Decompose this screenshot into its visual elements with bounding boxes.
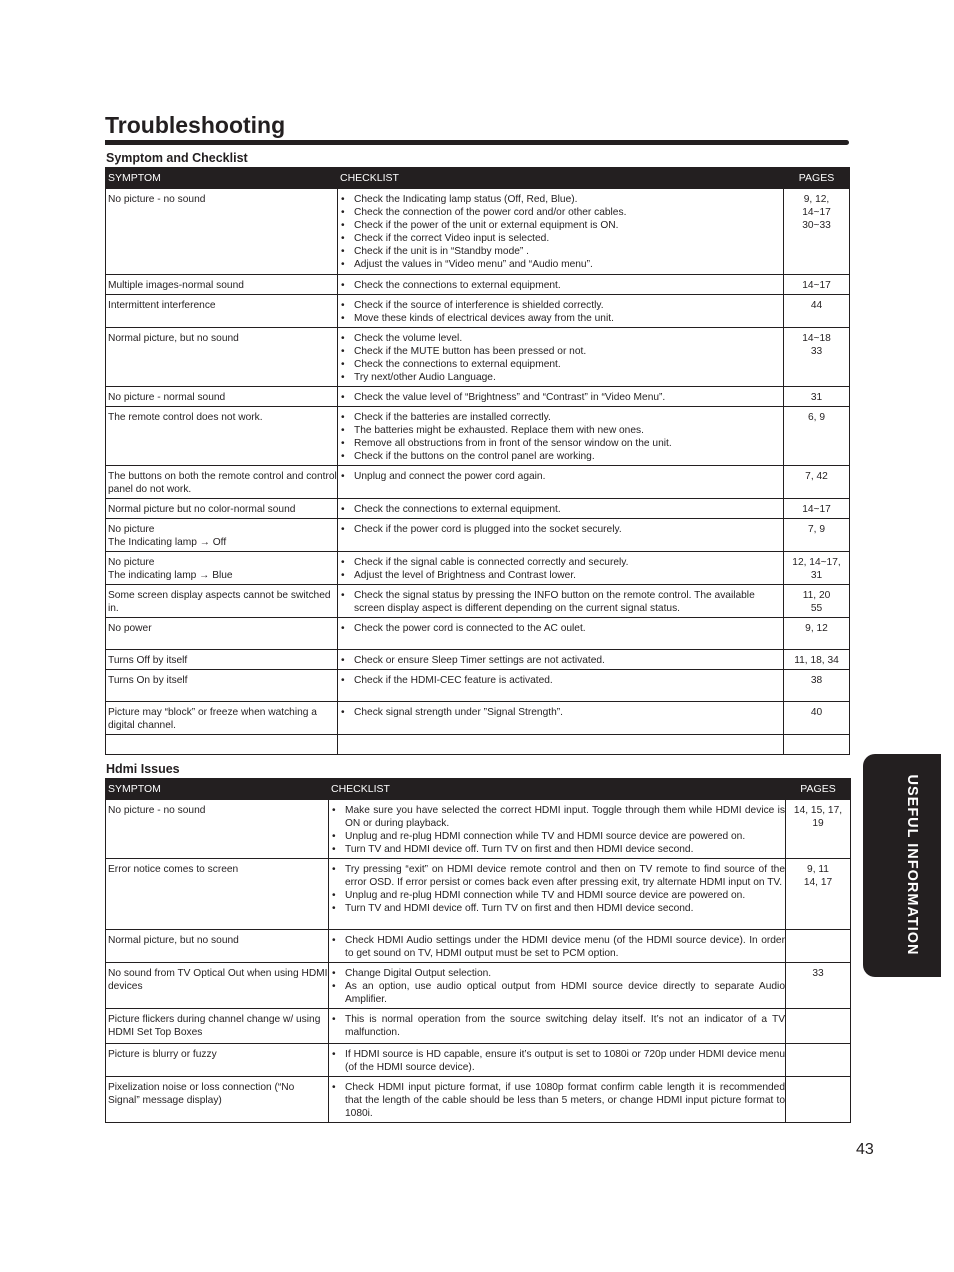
symptom-cell — [106, 1077, 329, 1123]
pages-cell — [784, 702, 850, 735]
checklist — [331, 1081, 785, 1120]
symptom-text: The indicating lamp → Blue — [108, 570, 233, 581]
symptom-cell — [106, 735, 338, 755]
page-reference: 31 — [810, 570, 823, 581]
symptom-text: Multiple images-normal sound — [108, 280, 244, 291]
pages-cell — [784, 466, 850, 499]
checklist-item: • Check if the batteries are installed correctly. — [340, 411, 783, 424]
checklist-cell — [338, 670, 784, 702]
checklist-cell — [329, 800, 786, 859]
table-row — [106, 859, 851, 930]
symptom-text: Some screen display aspects cannot be switched in. — [108, 590, 331, 614]
pages-cell — [784, 618, 850, 650]
checklist — [340, 503, 783, 516]
checklist-item: • Check the Indicating lamp status (Off, Red, Blue). — [340, 193, 783, 206]
page-reference: 7, 42 — [805, 471, 828, 482]
checklist-item: • Check if the unit is in “Standby mode” . — [340, 245, 783, 258]
table-row — [106, 963, 851, 1009]
pages-cell — [784, 407, 850, 466]
page-reference: 40 — [810, 707, 823, 718]
checklist-item: • This is normal operation from the source switching delay itself. It’s not an indicator of a TV malfunction. — [331, 1013, 785, 1039]
pages-cell — [786, 800, 851, 859]
symptom-cell — [106, 1044, 329, 1077]
pages-cell — [784, 295, 850, 328]
checklist-cell — [329, 1009, 786, 1044]
checklist-item: • Check the connection of the power cord and/or other cables. — [340, 206, 783, 219]
checklist-item: • Check the connections to external equipment. — [340, 279, 783, 292]
symptom-cell — [106, 328, 338, 387]
checklist-item: • Check the connections to external equipment. — [340, 503, 783, 516]
checklist-cell — [329, 859, 786, 930]
checklist-cell — [338, 650, 784, 670]
checklist — [340, 674, 783, 687]
checklist-header: CHECKLIST — [338, 168, 784, 189]
checklist — [340, 332, 783, 384]
table-row — [106, 930, 851, 963]
page-reference: 14, 17 — [803, 877, 833, 888]
page-reference: 14, 15, 17, — [793, 805, 843, 816]
checklist-item: • The batteries might be exhausted. Replace them with new ones. — [340, 424, 783, 437]
page-reference: 9, 12, — [803, 194, 830, 205]
checklist-item: • Unplug and re-plug HDMI connection while TV and HDMI source device are powered on. — [331, 889, 785, 902]
checklist-item: • Check the value level of “Brightness” and “Contrast” in “Video Menu”. — [340, 391, 783, 404]
checklist-cell — [329, 930, 786, 963]
checklist-item: • Check if the power cord is plugged into the socket securely. — [340, 523, 783, 536]
pages-cell — [784, 499, 850, 519]
pages-cell — [784, 670, 850, 702]
page-number: 43 — [856, 1141, 874, 1158]
page-reference: 19 — [812, 818, 824, 829]
symptom-header: SYMPTOM — [106, 779, 329, 800]
side-tab-label: USEFUL INFORMATION — [904, 774, 920, 956]
checklist-item: • Check HDMI Audio settings under the HDMI device menu (of the HDMI source device). In order to get sound on TV, HDMI output must be set to PCM option. — [331, 934, 785, 960]
symptom-checklist-table — [105, 167, 850, 755]
hdmi-issues-table — [105, 778, 851, 1123]
symptom-text: Picture flickers during channel change w/ using HDMI Set Top Boxes — [108, 1014, 321, 1038]
pages-cell — [784, 189, 850, 275]
symptom-cell — [106, 466, 338, 499]
checklist-cell — [338, 466, 784, 499]
table-header-row — [106, 779, 851, 800]
table-row — [106, 295, 850, 328]
checklist-cell — [338, 499, 784, 519]
symptom-cell — [106, 1009, 329, 1044]
symptom-text: Picture may “block” or freeze when watching a digital channel. — [108, 707, 317, 731]
table-row — [106, 466, 850, 499]
page-reference: 6, 9 — [808, 412, 825, 423]
symptom-text: Turns On by itself — [108, 675, 188, 686]
title-rule — [105, 140, 849, 145]
checklist-item: • Check or ensure Sleep Timer settings are not activated. — [340, 654, 783, 667]
symptom-cell — [106, 407, 338, 466]
pages-cell — [786, 859, 851, 930]
table-row — [106, 189, 850, 275]
table-header-row — [106, 168, 850, 189]
symptom-text: Intermittent interference — [108, 300, 216, 311]
checklist-item: • Unplug and re-plug HDMI connection while TV and HDMI source device are powered on. — [331, 830, 785, 843]
checklist — [340, 622, 783, 635]
symptom-header: SYMPTOM — [106, 168, 338, 189]
page-reference: 31 — [810, 392, 823, 403]
symptom-cell — [106, 387, 338, 407]
symptom-cell — [106, 275, 338, 295]
symptom-text: Normal picture, but no sound — [108, 333, 239, 344]
checklist — [340, 193, 783, 271]
symptom-text: Turns Off by itself — [108, 655, 188, 666]
checklist-cell — [338, 189, 784, 275]
checklist-item: • Check if the MUTE button has been pressed or not. — [340, 345, 783, 358]
table-row — [106, 650, 850, 670]
page-reference: 9, 12 — [805, 623, 828, 634]
checklist — [340, 299, 783, 325]
checklist-item: • Check the connections to external equipment. — [340, 358, 783, 371]
checklist-cell — [338, 585, 784, 618]
table-row — [106, 328, 850, 387]
pages-header: PAGES — [786, 779, 851, 800]
table-row — [106, 407, 850, 466]
checklist-cell — [338, 552, 784, 585]
pages-cell — [786, 930, 851, 963]
symptom-text: The remote control does not work. — [108, 412, 263, 423]
page-reference: 55 — [810, 603, 823, 614]
checklist — [331, 804, 785, 856]
checklist-item: • Try next/other Audio Language. — [340, 371, 783, 384]
checklist-item: • Check HDMI input picture format, if use 1080p format confirm cable length it is recommended that the length of the cable should be less than 5 meters, or change HDMI input picture format to 1080i. — [331, 1081, 785, 1120]
table-row — [106, 1009, 851, 1044]
pages-cell — [784, 387, 850, 407]
pages-cell — [784, 585, 850, 618]
checklist-cell — [338, 328, 784, 387]
symptom-text: Normal picture but no color-normal sound — [108, 504, 296, 515]
symptom-text: Pixelization noise or loss connection (“No Signal” message display) — [108, 1082, 295, 1106]
symptom-text: No picture - normal sound — [108, 392, 226, 403]
checklist-cell — [338, 519, 784, 552]
symptom-cell — [106, 519, 338, 552]
table-row — [106, 1077, 851, 1123]
table-row — [106, 519, 850, 552]
checklist — [340, 654, 783, 667]
checklist-cell — [338, 618, 784, 650]
pages-cell — [784, 275, 850, 295]
table-row — [106, 499, 850, 519]
checklist-cell — [329, 963, 786, 1009]
checklist-item: • Unplug and connect the power cord again. — [340, 470, 783, 483]
checklist-item: • Check if the power of the unit or external equipment is ON. — [340, 219, 783, 232]
checklist-cell — [329, 1044, 786, 1077]
symptom-text: No picture — [108, 524, 155, 535]
table-row — [106, 275, 850, 295]
checklist-item: • Check if the buttons on the control panel are working. — [340, 450, 783, 463]
symptom-text: No picture — [108, 557, 155, 568]
table-row — [106, 585, 850, 618]
symptom-cell — [106, 650, 338, 670]
table-row — [106, 735, 850, 755]
page-reference: 33 — [812, 968, 824, 979]
checklist-item: • Check the power cord is connected to the AC oulet. — [340, 622, 783, 635]
checklist-item: • As an option, use audio optical output from HDMI source device directly to separate Audio Amplifier. — [331, 980, 785, 1006]
hdmi-issues-heading: Hdmi Issues — [106, 762, 180, 776]
table-row — [106, 670, 850, 702]
table-row — [106, 387, 850, 407]
checklist-cell — [338, 295, 784, 328]
checklist-cell — [338, 407, 784, 466]
page-reference: 14~17 — [802, 504, 831, 515]
checklist — [340, 279, 783, 292]
page-reference: 11, 20 — [802, 590, 831, 601]
symptom-text: Normal picture, but no sound — [108, 935, 239, 946]
symptom-cell — [106, 930, 329, 963]
pages-header: PAGES — [784, 168, 850, 189]
checklist-item: • Change Digital Output selection. — [331, 967, 785, 980]
pages-cell — [784, 735, 850, 755]
symptom-cell — [106, 702, 338, 735]
page-reference: 33 — [810, 346, 823, 357]
checklist-item: • If HDMI source is HD capable, ensure it’s output is set to 1080i or 720p under HDMI device menu (of the HDMI source device). — [331, 1048, 785, 1074]
pages-cell — [784, 650, 850, 670]
useful-information-tab — [863, 754, 941, 977]
checklist-header: CHECKLIST — [329, 779, 786, 800]
checklist — [340, 706, 783, 719]
checklist-item: • Check if the HDMI-CEC feature is activated. — [340, 674, 783, 687]
pages-cell — [784, 552, 850, 585]
checklist-item: • Turn TV and HDMI device off. Turn TV on first and then HDMI device second. — [331, 843, 785, 856]
page-title: Troubleshooting — [105, 112, 286, 138]
page-reference: 30~33 — [802, 220, 831, 231]
page-reference: 44 — [810, 300, 823, 311]
symptom-cell — [106, 963, 329, 1009]
symptom-text: No sound from TV Optical Out when using HDMI devices — [108, 968, 328, 992]
checklist — [331, 1013, 785, 1039]
pages-cell — [786, 963, 851, 1009]
pages-cell — [784, 519, 850, 552]
checklist-cell — [338, 735, 784, 755]
symptom-checklist-heading: Symptom and Checklist — [106, 151, 248, 165]
checklist — [340, 523, 783, 536]
symptom-text: No picture - no sound — [108, 805, 206, 816]
symptom-cell — [106, 189, 338, 275]
checklist-item: • Check if the source of interference is shielded correctly. — [340, 299, 783, 312]
symptom-cell — [106, 499, 338, 519]
symptom-cell — [106, 295, 338, 328]
checklist-item: • Try pressing “exit” on HDMI device remote control and then on TV remote to find source of the error OSD. If error persist or comes back even after pressing exit, try alternate HDMI input on TV. — [331, 863, 785, 889]
symptom-cell — [106, 618, 338, 650]
checklist-item: • Adjust the level of Brightness and Contrast lower. — [340, 569, 783, 582]
page-reference: 12, 14~17, — [792, 557, 841, 568]
symptom-text: No picture - no sound — [108, 194, 206, 205]
checklist-item: • Check signal strength under ”Signal Strength”. — [340, 706, 783, 719]
checklist — [340, 411, 783, 463]
table-row — [106, 1044, 851, 1077]
checklist-item: • Check if the correct Video input is selected. — [340, 232, 783, 245]
pages-cell — [786, 1044, 851, 1077]
symptom-text: No power — [108, 623, 152, 634]
pages-cell — [784, 328, 850, 387]
checklist-item: • Remove all obstructions from in front of the sensor window on the unit. — [340, 437, 783, 450]
page-reference: 14~17 — [802, 207, 831, 218]
checklist-item: • Move these kinds of electrical devices away from the unit. — [340, 312, 783, 325]
checklist-item: • Adjust the values in “Video menu” and “Audio menu”. — [340, 258, 783, 271]
checklist-item: • Check the signal status by pressing the INFO button on the remote control. The available screen display aspect is different depending on the current signal status. — [340, 589, 783, 615]
symptom-cell — [106, 670, 338, 702]
pages-cell — [786, 1077, 851, 1123]
table-row — [106, 552, 850, 585]
checklist-item: • Check if the signal cable is connected correctly and securely. — [340, 556, 783, 569]
checklist — [340, 589, 783, 615]
checklist-cell — [338, 702, 784, 735]
checklist — [340, 556, 783, 582]
page-reference: 7, 9 — [808, 524, 825, 535]
symptom-text: Picture is blurry or fuzzy — [108, 1049, 217, 1060]
page-reference: 14~18 — [802, 333, 831, 344]
symptom-cell — [106, 585, 338, 618]
table-row — [106, 800, 851, 859]
checklist — [331, 967, 785, 1006]
page-reference: 11, 18, 34 — [794, 655, 839, 666]
symptom-cell — [106, 800, 329, 859]
symptom-cell — [106, 859, 329, 930]
symptom-text: The buttons on both the remote control and control panel do not work. — [108, 471, 337, 495]
table-row — [106, 618, 850, 650]
table-row — [106, 702, 850, 735]
symptom-text: The Indicating lamp → Off — [108, 537, 227, 548]
checklist-cell — [338, 387, 784, 407]
checklist-cell — [338, 275, 784, 295]
checklist-item: • Turn TV and HDMI device off. Turn TV on first and then HDMI device second. — [331, 902, 785, 915]
symptom-cell — [106, 552, 338, 585]
checklist — [331, 934, 785, 960]
checklist-item: • Check the volume level. — [340, 332, 783, 345]
symptom-text: Error notice comes to screen — [108, 864, 239, 875]
checklist-item: • Make sure you have selected the correct HDMI input. Toggle through them while HDMI device is ON or during playback. — [331, 804, 785, 830]
checklist — [340, 470, 783, 483]
checklist — [331, 863, 785, 915]
checklist-cell — [329, 1077, 786, 1123]
pages-cell — [786, 1009, 851, 1044]
page-reference: 9, 11 — [807, 864, 829, 875]
checklist — [340, 391, 783, 404]
checklist — [331, 1048, 785, 1074]
page-reference: 14~17 — [802, 280, 831, 291]
page-reference: 38 — [810, 675, 823, 686]
